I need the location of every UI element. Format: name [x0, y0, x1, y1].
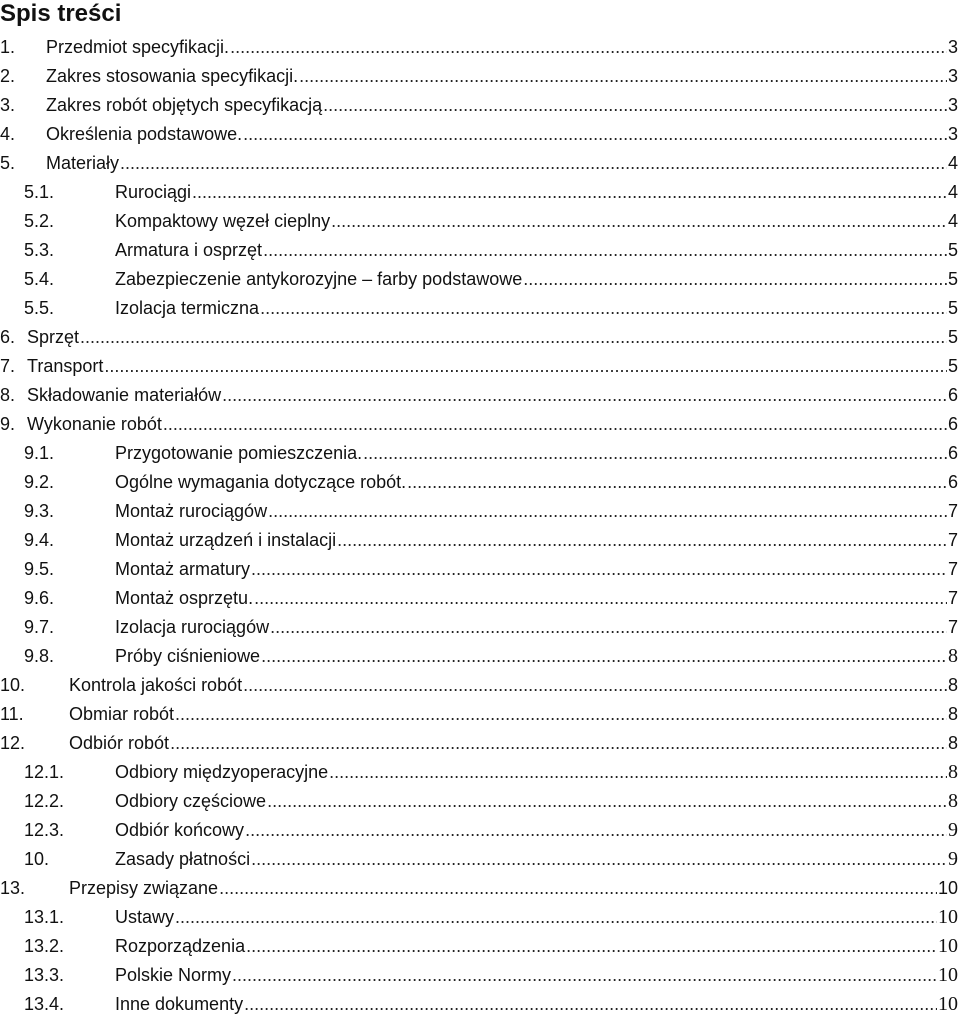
toc-entry[interactable]	[0, 932, 958, 961]
toc-entry[interactable]	[0, 990, 958, 1019]
dot-leader	[331, 207, 947, 236]
toc-entry-page: 8	[947, 675, 958, 695]
dot-leader	[175, 903, 937, 932]
toc-entry-number: 2.	[0, 66, 16, 86]
toc-entry-number: 8.	[0, 385, 16, 405]
toc-entry-page: 5	[947, 327, 958, 347]
dot-leader	[192, 178, 947, 207]
toc-entry-page: 10	[938, 964, 958, 986]
toc-entry-title: Izolacja termiczna	[115, 298, 260, 318]
toc-entry-page: 7	[947, 559, 958, 579]
dot-leader	[80, 323, 947, 352]
toc-entry[interactable]	[0, 526, 958, 555]
toc-entry-title: Inne dokumenty	[115, 994, 244, 1014]
toc-entry-page: 8	[948, 761, 958, 783]
toc-entry[interactable]	[0, 613, 958, 642]
toc-entry[interactable]	[0, 671, 958, 700]
toc-entry-number: 6.	[0, 327, 16, 347]
dot-leader	[163, 410, 947, 439]
toc-entry[interactable]	[0, 323, 958, 352]
dot-leader	[407, 468, 947, 497]
toc-entry-page: 6	[947, 443, 958, 463]
toc-entry-page: 8	[948, 645, 958, 667]
toc-entry-number: 9.8.	[24, 646, 55, 666]
dot-leader	[254, 584, 947, 613]
toc-entry-title: Rozporządzenia	[115, 936, 246, 956]
toc-entry-number: 5.1.	[24, 182, 55, 202]
toc-entry-number: 9.3.	[24, 501, 55, 521]
dot-leader	[363, 439, 947, 468]
toc-entry[interactable]	[0, 787, 958, 816]
toc-entry-number: 13.4.	[24, 994, 65, 1014]
toc-entry-title: Przygotowanie pomieszczenia.	[115, 443, 363, 463]
dot-leader	[260, 294, 947, 323]
toc-entry[interactable]	[0, 410, 958, 439]
toc-entry-number: 1.	[0, 37, 16, 57]
dot-leader	[245, 816, 947, 845]
toc-entry-number: 5.3.	[24, 240, 55, 260]
toc-entry-number: 12.3.	[24, 820, 65, 840]
dot-leader	[219, 874, 937, 903]
toc-entry-number: 10.	[24, 849, 50, 869]
dot-leader	[323, 91, 947, 120]
toc-entry-number: 9.2.	[24, 472, 55, 492]
toc-entry-page: 4	[947, 211, 958, 231]
toc-entry-page: 7	[947, 588, 958, 608]
toc-entry-number: 4.	[0, 124, 16, 144]
toc-entry[interactable]	[0, 729, 958, 758]
toc-entry[interactable]	[0, 555, 958, 584]
toc-entry-number: 10.	[0, 675, 26, 695]
toc-entry-number: 12.2.	[24, 791, 65, 811]
toc-entry[interactable]	[0, 642, 958, 671]
toc-entry-title: Określenia podstawowe.	[46, 124, 243, 144]
dot-leader	[246, 932, 937, 961]
toc-entry-number: 9.6.	[24, 588, 55, 608]
toc-entry-title: Rurociągi	[115, 182, 192, 202]
toc-entry-number: 9.1.	[24, 443, 55, 463]
toc-entry[interactable]	[0, 294, 958, 323]
toc-entry-title: Kontrola jakości robót	[69, 675, 243, 695]
toc-entry-number: 13.2.	[24, 936, 65, 956]
toc-entry-page: 6	[947, 472, 958, 492]
toc-entry-title: Odbiory częściowe	[115, 791, 267, 811]
toc-entry-title: Przedmiot specyfikacji.	[46, 37, 230, 57]
toc-entry-number: 9.7.	[24, 617, 55, 637]
toc-entry[interactable]	[0, 845, 958, 874]
toc-entry-title: Odbiór końcowy	[115, 820, 245, 840]
toc-entry-title: Wykonanie robót	[27, 414, 162, 434]
toc-entry-title: Montaż armatury	[115, 559, 251, 579]
dot-leader	[251, 555, 947, 584]
dot-leader	[230, 33, 947, 62]
toc-entry-title: Montaż osprzętu.	[115, 588, 254, 608]
dot-leader	[299, 62, 947, 91]
dot-leader	[222, 381, 947, 410]
toc-entry-number: 5.4.	[24, 269, 55, 289]
dot-leader	[270, 613, 947, 642]
toc-entry-page: 9	[948, 819, 958, 841]
toc-entry[interactable]	[0, 584, 958, 613]
toc-entry-number: 5.2.	[24, 211, 55, 231]
toc-entry[interactable]	[0, 33, 958, 62]
toc-entry-number: 13.	[0, 878, 26, 898]
toc-entry-page: 8	[947, 733, 958, 753]
toc-entry-title: Sprzęt	[27, 327, 80, 347]
toc-entry[interactable]	[0, 497, 958, 526]
dot-leader	[175, 700, 947, 729]
toc-entry-number: 13.3.	[24, 965, 65, 985]
toc-entry-title: Przepisy związane	[69, 878, 219, 898]
toc-entry[interactable]	[0, 62, 958, 91]
toc-entry[interactable]	[0, 961, 958, 990]
toc-entry-title: Kompaktowy węzeł cieplny	[115, 211, 331, 231]
toc-entry-title: Materiały	[46, 153, 120, 173]
toc-entry-title: Armatura i osprzęt	[115, 240, 263, 260]
toc-entry-title: Montaż rurociągów	[115, 501, 268, 521]
dot-leader	[232, 961, 937, 990]
toc-entry[interactable]	[0, 439, 958, 468]
dot-leader	[170, 729, 947, 758]
toc-entry-page: 3	[947, 124, 958, 144]
toc-entry[interactable]	[0, 758, 958, 787]
dot-leader	[120, 149, 947, 178]
dot-leader	[329, 758, 947, 787]
page-title: Spis treści	[0, 0, 122, 27]
toc-entry-number: 12.1.	[24, 762, 65, 782]
toc-entry[interactable]	[0, 903, 958, 932]
toc-entry-number: 5.5.	[24, 298, 55, 318]
toc-entry[interactable]	[0, 120, 958, 149]
toc-entry-number: 13.1.	[24, 907, 65, 927]
toc-entry-title: Izolacja rurociągów	[115, 617, 270, 637]
toc-entry-title: Ustawy	[115, 907, 175, 927]
toc-entry-title: Składowanie materiałów	[27, 385, 222, 405]
dot-leader	[251, 845, 947, 874]
toc-entry-page: 5	[947, 269, 958, 289]
toc-entry-title: Zakres robót objętych specyfikacją	[46, 95, 323, 115]
toc-entry[interactable]	[0, 265, 958, 294]
dot-leader	[267, 787, 947, 816]
toc-entry-title: Transport	[27, 356, 104, 376]
toc-entry-title: Montaż urządzeń i instalacji	[115, 530, 337, 550]
toc-entry[interactable]	[0, 236, 958, 265]
toc-entry[interactable]	[0, 874, 958, 903]
toc-entry[interactable]	[0, 91, 958, 120]
toc-entry-page: 4	[947, 182, 958, 202]
toc-entry[interactable]	[0, 149, 958, 178]
toc-entry-page: 3	[947, 37, 958, 57]
toc-entry[interactable]	[0, 700, 958, 729]
toc-entry-number: 12.	[0, 733, 26, 753]
toc-entry-page: 10	[938, 935, 958, 957]
dot-leader	[523, 265, 947, 294]
dot-leader	[261, 642, 947, 671]
toc-entry-title: Zakres stosowania specyfikacji.	[46, 66, 299, 86]
toc-entry-title: Zabezpieczenie antykorozyjne – farby podstawowe	[115, 269, 523, 289]
toc-entry[interactable]	[0, 178, 958, 207]
toc-entry-number: 9.	[0, 414, 16, 434]
toc-entry-number: 9.5.	[24, 559, 55, 579]
toc-entry-title: Odbiór robót	[69, 733, 170, 753]
dot-leader	[243, 120, 947, 149]
toc-entry-title: Ogólne wymagania dotyczące robót.	[115, 472, 407, 492]
toc-entry-page: 7	[947, 530, 958, 550]
toc-entry-title: Zasady płatności	[115, 849, 251, 869]
dot-leader	[104, 352, 947, 381]
toc-entry-page: 10	[938, 906, 958, 928]
toc-entry-title: Obmiar robót	[69, 704, 175, 724]
dot-leader	[243, 671, 947, 700]
toc-entry-title: Polskie Normy	[115, 965, 232, 985]
dot-leader	[337, 526, 947, 555]
toc-entry-page: 5	[947, 240, 958, 260]
toc-entry-number: 9.4.	[24, 530, 55, 550]
toc-entry[interactable]	[0, 468, 958, 497]
toc-entry-number: 3.	[0, 95, 16, 115]
toc-entry[interactable]	[0, 207, 958, 236]
toc-entry-page: 10	[937, 878, 958, 898]
toc-entry-page: 6	[947, 414, 958, 434]
toc-entry-title: Odbiory międzyoperacyjne	[115, 762, 329, 782]
toc-entry-number: 11.	[0, 704, 24, 724]
dot-leader	[268, 497, 947, 526]
toc-entry-number: 5.	[0, 153, 16, 173]
toc-entry[interactable]	[0, 381, 958, 410]
toc-entry-number: 7.	[0, 356, 16, 376]
toc-entry-page: 3	[947, 95, 958, 115]
toc-entry[interactable]	[0, 816, 958, 845]
toc-entry-page: 10	[938, 993, 958, 1015]
toc-entry-page: 5	[947, 356, 958, 376]
toc-entry-page: 9	[948, 848, 958, 870]
toc-entry-page: 8	[948, 790, 958, 812]
toc-entry[interactable]	[0, 352, 958, 381]
toc-entry-page: 7	[947, 617, 958, 637]
toc-entry-page: 4	[947, 153, 958, 173]
toc-entry-title: Próby ciśnieniowe	[115, 646, 261, 666]
toc-entry-page: 6	[947, 385, 958, 405]
dot-leader	[263, 236, 947, 265]
dot-leader	[244, 990, 937, 1019]
toc-entry-page: 7	[947, 501, 958, 521]
toc-entry-page: 8	[947, 704, 958, 724]
toc-entry-page: 5	[947, 298, 958, 318]
toc-entry-page: 3	[947, 66, 958, 86]
table-of-contents	[0, 33, 958, 1019]
